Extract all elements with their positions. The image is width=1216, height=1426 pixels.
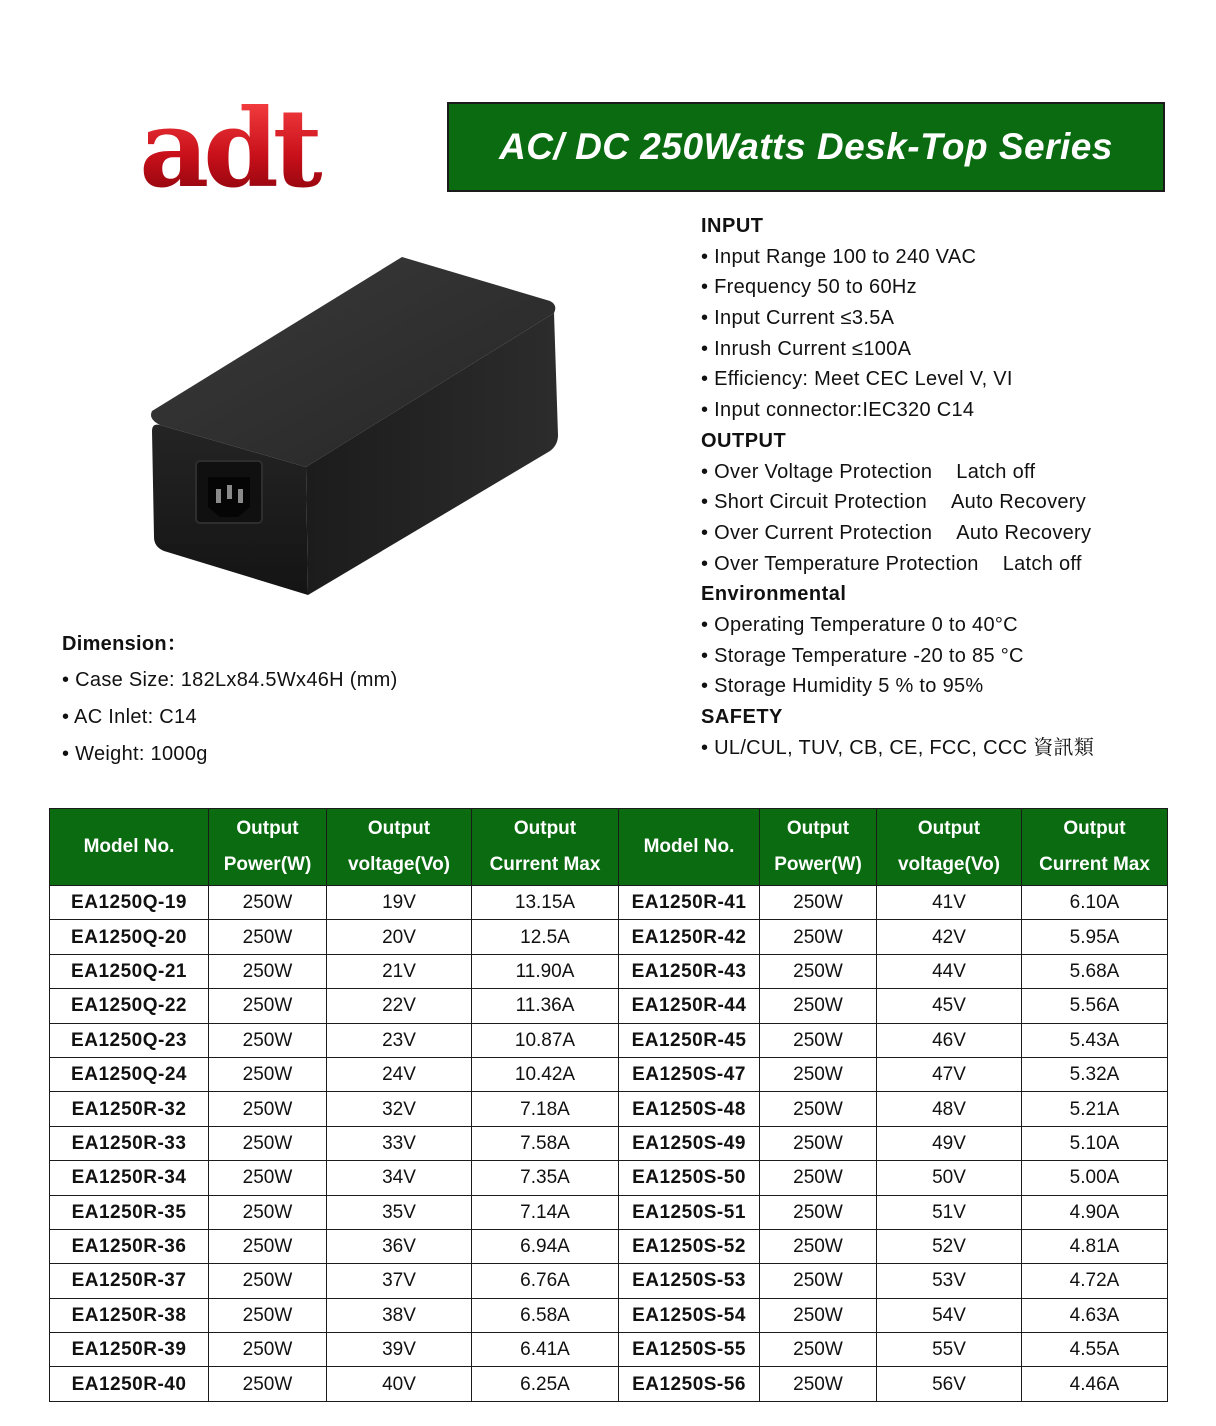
model-number-cell: EA1250S-50 [619,1161,760,1195]
model-number-cell: EA1250R-42 [619,920,760,954]
model-number-cell: EA1250R-34 [50,1161,209,1195]
output-power-cell: 250W [760,1195,877,1229]
output-voltage-cell: 47V [877,1057,1022,1091]
output-power-cell: 250W [209,1195,327,1229]
spec-value: Auto Recovery [951,491,1087,514]
output-voltage-cell: 22V [327,989,472,1023]
output-power-cell: 250W [760,1264,877,1298]
adt-logo [112,96,344,196]
model-table [49,808,1168,1402]
output-current-cell: 13.15A [472,886,619,920]
output-current-cell: 4.55A [1022,1333,1168,1367]
output-heading: OUTPUT [701,429,787,452]
output-power-cell: 250W [760,886,877,920]
output-current-cell: 5.56A [1022,989,1168,1023]
input-connector: • Input connector:IEC320 C14 [701,399,975,422]
output-power-cell: 250W [760,989,877,1023]
storage-temperature: • Storage Temperature -20 to 85 °C [701,644,1024,667]
output-power-cell: 250W [209,1333,327,1367]
output-current-cell: 12.5A [472,920,619,954]
output-current-cell: 5.68A [1022,954,1168,988]
output-voltage-cell: 54V [877,1298,1022,1332]
output-voltage-cell: 44V [877,954,1022,988]
table-row [50,1092,1168,1126]
output-current-cell: 5.21A [1022,1092,1168,1126]
output-power-cell: 250W [760,1367,877,1401]
output-current-cell: 4.81A [1022,1229,1168,1263]
output-current-cell: 7.18A [472,1092,619,1126]
model-number-cell: EA1250R-33 [50,1126,209,1160]
spec-value: Latch off [956,460,1036,483]
model-number-cell: EA1250S-49 [619,1126,760,1160]
output-voltage-cell: 37V [327,1264,472,1298]
table-row [50,1229,1168,1263]
output-voltage-cell: 55V [877,1333,1022,1367]
model-number-cell: EA1250R-32 [50,1092,209,1126]
model-number-cell: EA1250R-44 [619,989,760,1023]
output-voltage-cell: 41V [877,886,1022,920]
model-number-cell: EA1250Q-19 [50,886,209,920]
output-power-cell: 250W [209,989,327,1023]
over-current-protection [701,518,1201,549]
output-current-cell: 6.94A [472,1229,619,1263]
output-voltage-cell: 46V [877,1023,1022,1057]
output-current-cell: 5.10A [1022,1126,1168,1160]
output-current-cell: 10.87A [472,1023,619,1057]
table-row [50,1367,1168,1401]
output-power-cell: 250W [760,1057,877,1091]
model-number-cell: EA1250R-45 [619,1023,760,1057]
output-voltage-cell: 45V [877,989,1022,1023]
output-power-cell: 250W [760,954,877,988]
model-number-cell: EA1250R-36 [50,1229,209,1263]
output-current-cell: 10.42A [472,1057,619,1091]
output-current-cell: 5.95A [1022,920,1168,954]
model-number-cell: EA1250S-54 [619,1298,760,1332]
environmental-heading: Environmental [701,583,847,606]
output-power-cell: 250W [760,1126,877,1160]
output-voltage-cell: 19V [327,886,472,920]
table-row [50,1195,1168,1229]
header-output-current: Output Current Max [1022,809,1168,886]
output-voltage-cell: 34V [327,1161,472,1195]
output-power-cell: 250W [760,1161,877,1195]
output-voltage-cell: 38V [327,1298,472,1332]
header-output-voltage: Output voltage(Vo) [877,809,1022,886]
output-current-cell: 7.14A [472,1195,619,1229]
table-row [50,989,1168,1023]
output-current-cell: 5.00A [1022,1161,1168,1195]
output-power-cell: 250W [209,1023,327,1057]
power-adapter-image [130,245,570,605]
ac-inlet: • AC Inlet: C14 [62,706,197,728]
output-current-cell: 4.46A [1022,1367,1168,1401]
output-power-cell: 250W [209,1229,327,1263]
output-voltage-cell: 48V [877,1092,1022,1126]
case-size: • Case Size: 182Lx84.5Wx46H (mm) [62,669,398,691]
output-current-cell: 4.63A [1022,1298,1168,1332]
output-voltage-cell: 56V [877,1367,1022,1401]
logo-text: adt [139,96,317,196]
table-row [50,1057,1168,1091]
model-number-cell: EA1250S-47 [619,1057,760,1091]
model-number-cell: EA1250Q-20 [50,920,209,954]
model-number-cell: EA1250S-56 [619,1367,760,1401]
output-voltage-cell: 50V [877,1161,1022,1195]
output-voltage-cell: 24V [327,1057,472,1091]
model-number-cell: EA1250R-41 [619,886,760,920]
model-number-cell: EA1250Q-21 [50,954,209,988]
model-number-cell: EA1250S-52 [619,1229,760,1263]
header-model-no: Model No. [50,809,209,886]
output-power-cell: 250W [760,1092,877,1126]
output-current-cell: 6.10A [1022,886,1168,920]
spec-value: Latch off [1002,552,1082,575]
output-current-cell: 6.76A [472,1264,619,1298]
output-current-cell: 6.58A [472,1298,619,1332]
table-row [50,1333,1168,1367]
title-banner [447,102,1165,192]
output-power-cell: 250W [760,1298,877,1332]
input-range: • Input Range 100 to 240 VAC [701,245,977,268]
spec-label: • Over Temperature Protection [701,552,979,575]
table-row [50,1126,1168,1160]
short-circuit-protection [701,487,1201,518]
output-voltage-cell: 52V [877,1229,1022,1263]
table-row [50,954,1168,988]
output-current-cell: 7.58A [472,1126,619,1160]
output-current-cell: 7.35A [472,1161,619,1195]
output-voltage-cell: 21V [327,954,472,988]
spec-label: • Short Circuit Protection [701,491,927,514]
output-power-cell: 250W [209,886,327,920]
output-current-cell: 11.90A [472,954,619,988]
output-voltage-cell: 20V [327,920,472,954]
output-power-cell: 250W [209,1161,327,1195]
table-row [50,1023,1168,1057]
model-number-cell: EA1250R-43 [619,954,760,988]
model-number-cell: EA1250Q-22 [50,989,209,1023]
model-number-cell: EA1250R-39 [50,1333,209,1367]
model-number-cell: EA1250Q-23 [50,1023,209,1057]
output-voltage-cell: 32V [327,1092,472,1126]
output-voltage-cell: 53V [877,1264,1022,1298]
output-current-cell: 6.25A [472,1367,619,1401]
weight: • Weight: 1000g [62,743,208,765]
output-voltage-cell: 51V [877,1195,1022,1229]
output-voltage-cell: 39V [327,1333,472,1367]
table-row [50,1298,1168,1332]
output-power-cell: 250W [209,954,327,988]
safety-heading: SAFETY [701,706,783,728]
model-number-cell: EA1250R-35 [50,1195,209,1229]
over-voltage-protection [701,457,1201,488]
safety-certifications: • UL/CUL, TUV, CB, CE, FCC, CCC 資訊類 [701,736,1095,759]
over-temperature-protection [701,549,1201,580]
table-row [50,1264,1168,1298]
spec-value: Auto Recovery [956,521,1092,544]
model-number-cell: EA1250S-51 [619,1195,760,1229]
input-current: • Input Current ≤3.5A [701,307,895,330]
output-current-cell: 6.41A [472,1333,619,1367]
table-row [50,920,1168,954]
output-voltage-cell: 23V [327,1023,472,1057]
output-power-cell: 250W [760,920,877,954]
model-number-cell: EA1250S-48 [619,1092,760,1126]
output-current-cell: 5.32A [1022,1057,1168,1091]
model-number-cell: EA1250R-37 [50,1264,209,1298]
page-title: AC/ DC 250Watts Desk-Top Series [499,126,1113,167]
output-voltage-cell: 36V [327,1229,472,1263]
efficiency: • Efficiency: Meet CEC Level V, VI [701,368,1013,391]
operating-temperature: • Operating Temperature 0 to 40°C [701,613,1018,636]
specifications [701,211,1201,763]
output-current-cell: 4.90A [1022,1195,1168,1229]
output-power-cell: 250W [209,920,327,954]
output-power-cell: 250W [209,1092,327,1126]
output-power-cell: 250W [209,1057,327,1091]
output-current-cell: 11.36A [472,989,619,1023]
spec-label: • Over Current Protection [701,521,933,544]
output-power-cell: 250W [209,1126,327,1160]
header-model-no: Model No. [619,809,760,886]
storage-humidity: • Storage Humidity 5 % to 95% [701,675,984,698]
output-voltage-cell: 35V [327,1195,472,1229]
inrush-current: • Inrush Current ≤100A [701,337,912,360]
model-number-cell: EA1250R-38 [50,1298,209,1332]
dimension-heading: Dimension： [62,633,188,655]
table-row [50,886,1168,920]
output-power-cell: 250W [209,1367,327,1401]
output-power-cell: 250W [209,1298,327,1332]
table-row [50,1161,1168,1195]
input-heading: INPUT [701,215,764,237]
model-number-cell: EA1250Q-24 [50,1057,209,1091]
model-number-cell: EA1250S-55 [619,1333,760,1367]
output-voltage-cell: 49V [877,1126,1022,1160]
input-frequency: • Frequency 50 to 60Hz [701,276,917,299]
model-number-cell: EA1250R-40 [50,1367,209,1401]
header-output-voltage: Output voltage(Vo) [327,809,472,886]
output-current-cell: 5.43A [1022,1023,1168,1057]
spec-label: • Over Voltage Protection [701,460,933,483]
dimension-section [62,626,482,773]
output-voltage-cell: 33V [327,1126,472,1160]
table-header-row [50,809,1168,886]
output-power-cell: 250W [209,1264,327,1298]
output-power-cell: 250W [760,1333,877,1367]
header-output-power: Output Power(W) [760,809,877,886]
model-number-cell: EA1250S-53 [619,1264,760,1298]
output-power-cell: 250W [760,1023,877,1057]
output-current-cell: 4.72A [1022,1264,1168,1298]
output-power-cell: 250W [760,1229,877,1263]
header-output-power: Output Power(W) [209,809,327,886]
output-voltage-cell: 40V [327,1367,472,1401]
header-output-current: Output Current Max [472,809,619,886]
output-voltage-cell: 42V [877,920,1022,954]
